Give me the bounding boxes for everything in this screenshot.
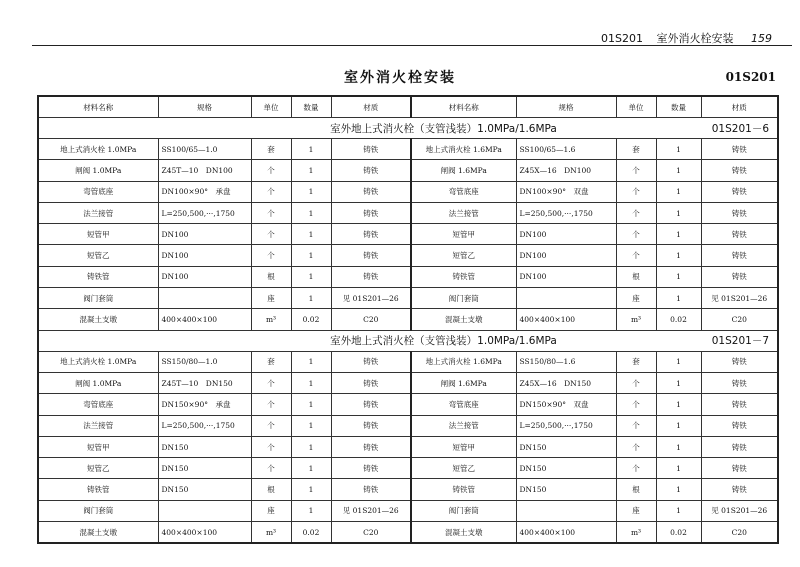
column-header: 单位 <box>616 96 656 118</box>
column-header: 材质 <box>331 96 411 118</box>
column-header: 数量 <box>656 96 701 118</box>
table-cell <box>516 288 616 309</box>
running-header <box>601 30 772 46</box>
table-cell: 铸铁 <box>701 436 778 457</box>
table-cell: 弯管底座 <box>411 181 516 202</box>
table-cell: 1 <box>291 436 331 457</box>
section-code: 01S201－7 <box>701 330 778 351</box>
table-cell: 座 <box>251 500 291 521</box>
table-cell: 座 <box>251 288 291 309</box>
table-cell: DN150 <box>516 436 616 457</box>
table-cell: 个 <box>251 415 291 436</box>
table-row <box>38 224 778 245</box>
table-cell: Z45X—16 DN100 <box>516 160 616 181</box>
table-row <box>38 266 778 287</box>
table-row <box>38 500 778 521</box>
table-cell: 400×400×100 <box>516 522 616 544</box>
table-cell: 短管甲 <box>411 224 516 245</box>
table-cell: DN100×90° 承盘 <box>158 181 251 202</box>
table-cell: 铸铁 <box>331 266 411 287</box>
section-title-row <box>38 330 778 351</box>
table-cell: 个 <box>251 224 291 245</box>
table-cell: Z45T—10 DN100 <box>158 160 251 181</box>
column-header: 材料名称 <box>38 96 158 118</box>
table-cell: 个 <box>251 202 291 223</box>
table-cell: 弯管底座 <box>38 394 158 415</box>
table-cell: 见 01S201—26 <box>331 500 411 521</box>
table-cell: DN150 <box>158 458 251 479</box>
table-cell: 短管乙 <box>411 458 516 479</box>
table-cell: 法兰接管 <box>411 415 516 436</box>
table-cell: 铸铁管 <box>38 479 158 500</box>
table-cell: 个 <box>616 458 656 479</box>
table-cell: 铸铁 <box>331 224 411 245</box>
table-cell: C20 <box>701 309 778 330</box>
table-cell: 1 <box>656 202 701 223</box>
table-cell: 铸铁 <box>701 479 778 500</box>
column-header: 材质 <box>701 96 778 118</box>
table-row <box>38 160 778 181</box>
table-cell: 铸铁 <box>701 224 778 245</box>
table-cell: 1 <box>656 436 701 457</box>
table-cell: 个 <box>616 245 656 266</box>
table-cell: 铸铁 <box>701 351 778 372</box>
table-cell: 个 <box>251 372 291 393</box>
table-cell: 铸铁 <box>331 458 411 479</box>
table-cell: 铸铁 <box>331 160 411 181</box>
table-cell: 地上式消火栓 1.0MPa <box>38 351 158 372</box>
table-cell: 个 <box>251 245 291 266</box>
running-header-code: 01S201 <box>601 32 643 45</box>
table-cell: 铸铁 <box>701 394 778 415</box>
table-row <box>38 372 778 393</box>
table-cell: 短管乙 <box>38 458 158 479</box>
table-cell: 套 <box>616 351 656 372</box>
table-cell: DN100 <box>516 266 616 287</box>
table-cell: 短管甲 <box>411 436 516 457</box>
table-cell: L=250,500,···,1750 <box>516 202 616 223</box>
table-cell: 套 <box>616 139 656 160</box>
table-row <box>38 288 778 309</box>
table-cell: 铸铁 <box>701 181 778 202</box>
table-cell: DN100 <box>516 224 616 245</box>
table-cell: 阀门套筒 <box>38 288 158 309</box>
table-cell: 1 <box>656 500 701 521</box>
table-cell: C20 <box>701 522 778 544</box>
table-cell: 个 <box>616 394 656 415</box>
page-title: 室外消火栓安装 <box>344 70 456 86</box>
table-cell: 铸铁管 <box>38 266 158 287</box>
table-cell: 400×400×100 <box>158 309 251 330</box>
table-cell: C20 <box>331 522 411 544</box>
table-row <box>38 139 778 160</box>
table-cell: 1 <box>656 372 701 393</box>
table-cell: 1 <box>291 458 331 479</box>
table-cell: 个 <box>251 394 291 415</box>
table-row <box>38 458 778 479</box>
table-cell <box>516 500 616 521</box>
table-cell: 个 <box>616 181 656 202</box>
table-cell: 铸铁 <box>331 436 411 457</box>
table-cell: 个 <box>251 436 291 457</box>
table-row <box>38 202 778 223</box>
table-cell: DN100 <box>516 245 616 266</box>
table-cell: 套 <box>251 139 291 160</box>
table-cell: 1 <box>656 245 701 266</box>
table-cell: m³ <box>616 309 656 330</box>
table-cell: 1 <box>291 351 331 372</box>
table-cell: 铸铁 <box>701 245 778 266</box>
table-cell: 闸阀 1.0MPa <box>38 372 158 393</box>
table-cell: 阀门套筒 <box>38 500 158 521</box>
table-cell: 法兰接管 <box>411 202 516 223</box>
table-cell: 地上式消火栓 1.6MPa <box>411 351 516 372</box>
table-row <box>38 351 778 372</box>
table-cell: 个 <box>616 160 656 181</box>
table-cell: C20 <box>331 309 411 330</box>
table-cell: 1 <box>291 160 331 181</box>
table-cell: 1 <box>291 224 331 245</box>
table-cell: 阀门套筒 <box>411 500 516 521</box>
table-cell: 座 <box>616 500 656 521</box>
table-cell: 根 <box>251 479 291 500</box>
materials-table <box>37 95 779 544</box>
table-cell: 铸铁 <box>331 394 411 415</box>
table-cell: 个 <box>616 224 656 245</box>
table-cell: DN100 <box>158 245 251 266</box>
table-cell: 混凝土支墩 <box>38 309 158 330</box>
table-cell: 铸铁管 <box>411 479 516 500</box>
table-cell: 弯管底座 <box>411 394 516 415</box>
table-cell: 1 <box>291 415 331 436</box>
table-cell: 1 <box>656 160 701 181</box>
table-cell: 铸铁 <box>701 415 778 436</box>
section-code: 01S201－6 <box>701 118 778 139</box>
table-cell: DN150 <box>516 458 616 479</box>
table-cell: 铸铁 <box>701 139 778 160</box>
table-cell <box>158 288 251 309</box>
header-rule <box>32 45 792 46</box>
table-cell: 见 01S201—26 <box>701 288 778 309</box>
table-cell: DN150×90° 双盘 <box>516 394 616 415</box>
table-cell: 0.02 <box>656 309 701 330</box>
table-cell: 阀门套筒 <box>411 288 516 309</box>
column-header: 规格 <box>158 96 251 118</box>
table-cell: 1 <box>291 288 331 309</box>
section-title: 室外地上式消火栓（支管浅装）1.0MPa/1.6MPa <box>38 330 701 351</box>
table-cell: 1 <box>291 394 331 415</box>
column-header: 规格 <box>516 96 616 118</box>
table-cell: 1 <box>656 479 701 500</box>
table-row <box>38 479 778 500</box>
table-row <box>38 436 778 457</box>
table-cell: 闸阀 1.0MPa <box>38 160 158 181</box>
table-cell: 1 <box>656 458 701 479</box>
table-cell: SS100/65—1.0 <box>158 139 251 160</box>
table-cell: 1 <box>656 288 701 309</box>
table-cell: 铸铁 <box>331 245 411 266</box>
running-header-title: 室外消火栓安装 <box>656 32 734 45</box>
table-cell: 短管乙 <box>38 245 158 266</box>
table-cell: 400×400×100 <box>516 309 616 330</box>
table-cell: DN100×90° 双盘 <box>516 181 616 202</box>
table-cell: 混凝土支墩 <box>38 522 158 544</box>
table-cell: L=250,500,···,1750 <box>516 415 616 436</box>
table-cell: 铸铁 <box>701 458 778 479</box>
table-cell: DN150 <box>158 479 251 500</box>
table-cell: 个 <box>251 181 291 202</box>
table-cell: 0.02 <box>291 522 331 544</box>
table-cell: DN150 <box>158 436 251 457</box>
table-cell: 铸铁 <box>701 202 778 223</box>
table-cell: 铸铁 <box>701 160 778 181</box>
table-cell: 1 <box>291 202 331 223</box>
table-cell: 铸铁 <box>331 479 411 500</box>
table-header-row <box>38 96 778 118</box>
table-cell: L=250,500,···,1750 <box>158 415 251 436</box>
table-row <box>38 415 778 436</box>
table-row <box>38 309 778 330</box>
table-cell: 短管乙 <box>411 245 516 266</box>
table-cell: 个 <box>616 372 656 393</box>
table-cell: 1 <box>291 245 331 266</box>
table-cell: SS100/65—1.6 <box>516 139 616 160</box>
table-cell: 闸阀 1.6MPa <box>411 160 516 181</box>
table-cell: 铸铁 <box>331 372 411 393</box>
table-cell: 铸铁 <box>331 351 411 372</box>
table-cell: 短管甲 <box>38 224 158 245</box>
table-cell: 铸铁 <box>331 139 411 160</box>
table-cell: SS150/80—1.0 <box>158 351 251 372</box>
table-row <box>38 245 778 266</box>
table-cell: 铸铁 <box>701 372 778 393</box>
table-cell: 地上式消火栓 1.0MPa <box>38 139 158 160</box>
table-row <box>38 522 778 544</box>
table-cell: 个 <box>616 436 656 457</box>
table-cell: 0.02 <box>291 309 331 330</box>
table-cell: 铸铁管 <box>411 266 516 287</box>
table-cell: 法兰接管 <box>38 415 158 436</box>
table-cell: 个 <box>616 415 656 436</box>
table-row <box>38 394 778 415</box>
table-cell: 铸铁 <box>701 266 778 287</box>
table-cell: 1 <box>656 139 701 160</box>
table-cell: DN100 <box>158 224 251 245</box>
table-cell: 1 <box>291 372 331 393</box>
table-cell: 个 <box>251 458 291 479</box>
table-cell: 400×400×100 <box>158 522 251 544</box>
table-cell: 铸铁 <box>331 415 411 436</box>
table-cell: 1 <box>291 266 331 287</box>
doc-code: 01S201 <box>725 70 776 84</box>
table-cell: 1 <box>291 479 331 500</box>
table-cell: 个 <box>251 160 291 181</box>
table-cell: 套 <box>251 351 291 372</box>
table-cell: 见 01S201—26 <box>701 500 778 521</box>
table-cell: 铸铁 <box>331 202 411 223</box>
table-cell: 短管甲 <box>38 436 158 457</box>
table-cell: Z45X—16 DN150 <box>516 372 616 393</box>
column-header: 数量 <box>291 96 331 118</box>
table-cell: 弯管底座 <box>38 181 158 202</box>
table-cell: DN100 <box>158 266 251 287</box>
table-cell: m³ <box>616 522 656 544</box>
table-cell <box>158 500 251 521</box>
table-cell: m³ <box>251 309 291 330</box>
table-cell: 1 <box>291 500 331 521</box>
table-cell: 闸阀 1.6MPa <box>411 372 516 393</box>
table-cell: 座 <box>616 288 656 309</box>
table-cell: 1 <box>656 351 701 372</box>
section-title: 室外地上式消火栓（支管浅装）1.0MPa/1.6MPa <box>38 118 701 139</box>
column-header: 材料名称 <box>411 96 516 118</box>
table-cell: 1 <box>291 139 331 160</box>
table-cell: 个 <box>616 202 656 223</box>
table-cell: L=250,500,···,1750 <box>158 202 251 223</box>
table-cell: 根 <box>616 266 656 287</box>
table-cell: 地上式消火栓 1.6MPa <box>411 139 516 160</box>
table-cell: SS150/80—1.6 <box>516 351 616 372</box>
table-cell: 1 <box>656 224 701 245</box>
table-cell: 根 <box>616 479 656 500</box>
table-cell: DN150 <box>516 479 616 500</box>
table-cell: 1 <box>291 181 331 202</box>
table-cell: 1 <box>656 394 701 415</box>
table-cell: m³ <box>251 522 291 544</box>
table-cell: 0.02 <box>656 522 701 544</box>
table-cell: Z45T—10 DN150 <box>158 372 251 393</box>
table-cell: 1 <box>656 415 701 436</box>
table-cell: 法兰接管 <box>38 202 158 223</box>
table-row <box>38 181 778 202</box>
table-cell: 根 <box>251 266 291 287</box>
section-title-row <box>38 118 778 139</box>
table-cell: 见 01S201—26 <box>331 288 411 309</box>
table-cell: 1 <box>656 266 701 287</box>
page-number: 159 <box>751 32 772 45</box>
table-cell: 铸铁 <box>331 181 411 202</box>
table-cell: 1 <box>656 181 701 202</box>
column-header: 单位 <box>251 96 291 118</box>
table-cell: DN150×90° 承盘 <box>158 394 251 415</box>
table-cell: 混凝土支墩 <box>411 522 516 544</box>
table-cell: 混凝土支墩 <box>411 309 516 330</box>
